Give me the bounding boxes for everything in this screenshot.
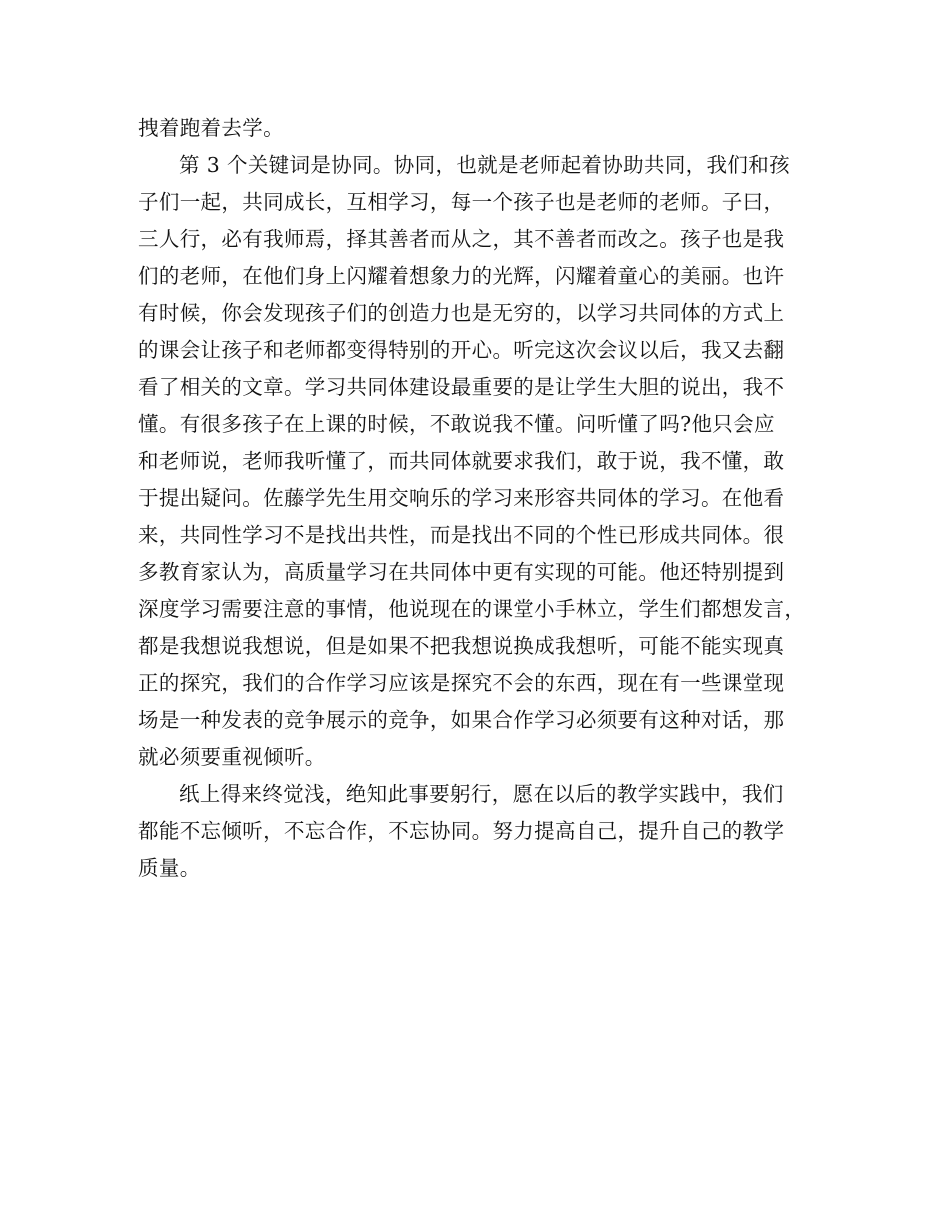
text-line: 深度学习需要注意的事情，他说现在的课堂小手林立，学生们都想发言， bbox=[138, 597, 806, 621]
text-line: 的课会让孩子和老师都变得特别的开心。听完这次会议以后，我又去翻 bbox=[138, 338, 785, 362]
text-line: 多教育家认为，高质量学习在共同体中更有实现的可能。他还特别提到 bbox=[138, 560, 785, 584]
text-line: 子们一起，共同成长，互相学习，每一个孩子也是老师的老师。子曰， bbox=[138, 190, 785, 214]
text-line: 都是我想说我想说，但是如果不把我想说换成我想听，可能不能实现真 bbox=[138, 634, 785, 658]
text-line: 三人行，必有我师焉，择其善者而从之，其不善者而改之。孩子也是我 bbox=[138, 227, 785, 251]
text-line: 正的探究，我们的合作学习应该是探究不会的东西，现在有一些课堂现 bbox=[138, 671, 785, 695]
paragraph-start-line: 第 3 个关键词是协同。协同，也就是老师起着协助共同，我们和孩 bbox=[179, 153, 790, 177]
text-line: 于提出疑问。佐藤学先生用交响乐的学习来形容共同体的学习。在他看 bbox=[138, 486, 785, 510]
text-line: 和老师说，老师我听懂了，而共同体就要求我们，敢于说，我不懂，敢 bbox=[138, 449, 785, 473]
paragraph-start-line: 纸上得来终觉浅，绝知此事要躬行，愿在以后的教学实践中，我们 bbox=[179, 782, 784, 806]
text-line: 有时候，你会发现孩子们的创造力也是无穷的，以学习共同体的方式上 bbox=[138, 301, 785, 325]
text-line: 懂。有很多孩子在上课的时候，不敢说我不懂。问听懂了吗?他只会应 bbox=[138, 412, 775, 436]
text-line: 们的老师，在他们身上闪耀着想象力的光辉，闪耀着童心的美丽。也许 bbox=[138, 264, 785, 288]
text-line: 都能不忘倾听，不忘合作，不忘协同。努力提高自己，提升自己的教学 bbox=[138, 819, 785, 843]
text-line: 质量。 bbox=[138, 856, 201, 880]
text-line: 拽着跑着去学。 bbox=[138, 116, 284, 140]
text-line: 就必须要重视倾听。 bbox=[138, 745, 326, 769]
text-line: 看了相关的文章。学习共同体建设最重要的是让学生大胆的说出，我不 bbox=[138, 375, 785, 399]
text-line: 场是一种发表的竞争展示的竞争，如果合作学习必须要有这种对话，那 bbox=[138, 708, 785, 732]
body-text bbox=[138, 110, 814, 887]
text-line: 来，共同性学习不是找出共性，而是找出不同的个性已形成共同体。很 bbox=[138, 523, 785, 547]
